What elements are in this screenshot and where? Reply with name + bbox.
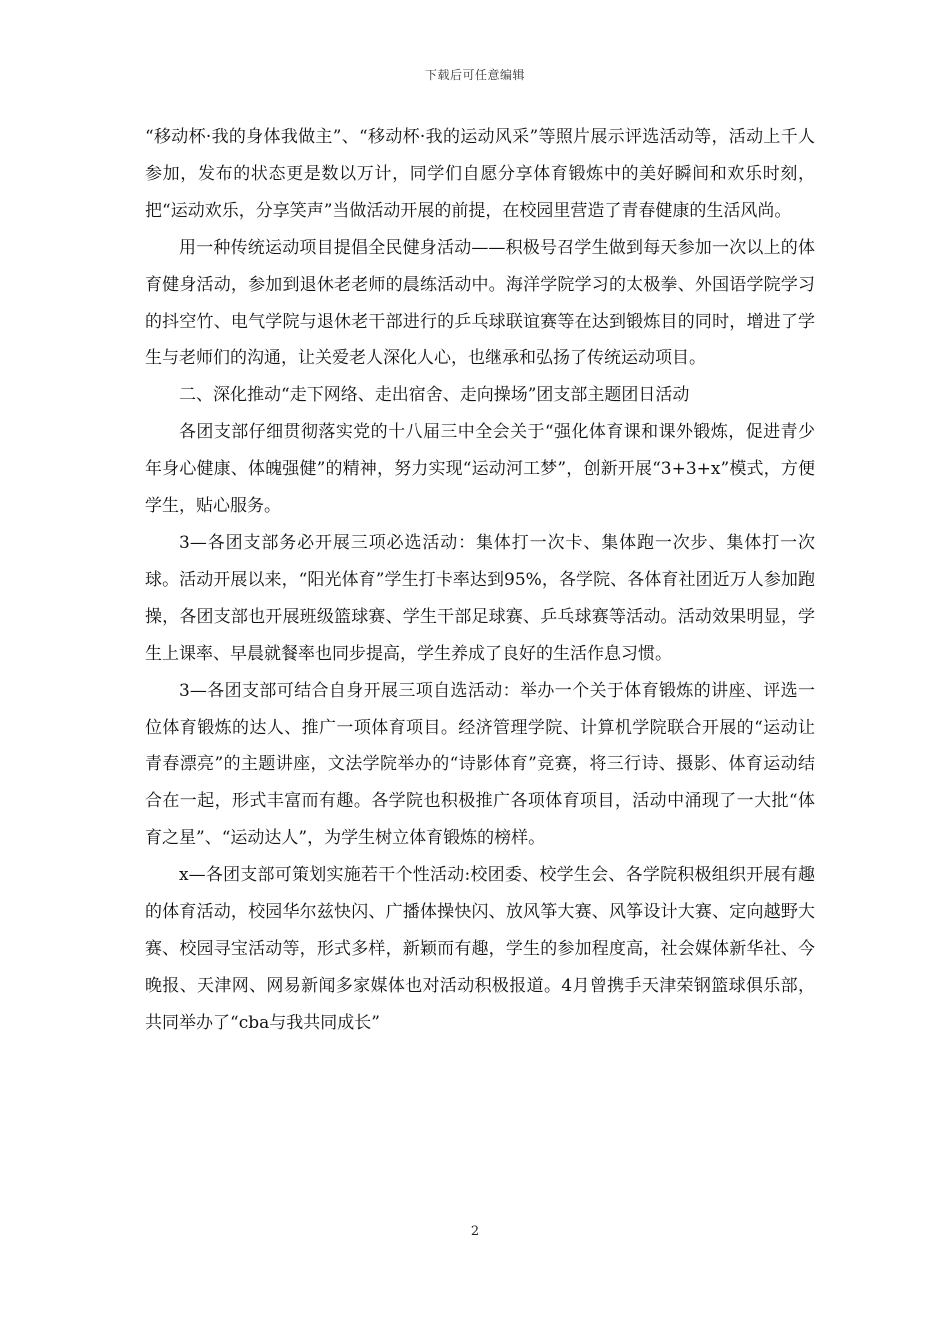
page-header: 下载后可任意编辑 (424, 68, 525, 82)
paragraph: 3—各团支部务必开展三项必选活动：集体打一次卡、集体跑一次步、集体打一次球。活动开展以来，“阳光体育”学生打卡率达到95%，各学院、各体育社团近万人参加跑操，各团支部也开展班级篮球赛、学生干部足球赛、乒乓球赛等活动。活动效果明显，学生上课率、早晨就餐率也同步提高，学生养成了良好的生活作息习惯。 (145, 532, 815, 664)
paragraph: 3—各团支部可结合自身开展三项自选活动：举办一个关于体育锻炼的讲座、评选一位体育锻炼的达人、推广一项体育项目。经济管理学院、计算机学院联合开展的“运动让青春漂亮”的主题讲座，文法学院举办的“诗影体育”竞赛，将三行诗、摄影、体育运动结合在一起，形式丰富而有趣。各学院也积极推广各项体育项目，活动中涌现了一大批“体育之星”、“运动达人”，为学生树立体育锻炼的榜样。 (145, 680, 815, 849)
page-number: 2 (470, 1224, 480, 1239)
paragraph: x—各团支部可策划实施若干个性活动:校团委、校学生会、各学院积极组织开展有趣的体育活动，校园华尔兹快闪、广播体操快闪、放风筝大赛、风筝设计大赛、定向越野大赛、校园寻宝活动等，形式多样，新颖而有趣，学生的参加程度高，社会媒体新华社、今晚报、天津网、网易新闻多家媒体也对活动积极报道。4月曾携手天津荣钢篮球俱乐部，共同举办了“cba与我共同成长” (145, 865, 815, 1033)
paragraph: “移动杯·我的身体我做主”、“移动杯·我的运动风采”等照片展示评选活动等，活动上千人参加，发布的状态更是数以万计，同学们自愿分享体育锻炼中的美好瞬间和欢乐时刻，把“运动欢乐，分享笑声”当做活动开展的前提，在校园里营造了青春健康的生活风尚。 (145, 127, 815, 221)
document-body (145, 119, 815, 1042)
paragraph: 用一种传统运动项目提倡全民健身活动——积极号召学生做到每天参加一次以上的体育健身活动，参加到退休老老师的晨练活动中。海洋学院学习的太极拳、外国语学院学习的抖空竹、电气学院与退休老干部进行的乒乓球联谊赛等在达到锻炼目的同时，增进了学生与老师们的沟通，让关爱老人深化人心，也继承和弘扬了传统运动项目。 (145, 237, 815, 369)
paragraph: 各团支部仔细贯彻落实党的十八届三中全会关于“强化体育课和课外锻炼，促进青少年身心健康、体魄强健”的精神，努力实现“运动河工梦”，创新开展“3+3+x”模式，方便学生，贴心服务。 (145, 422, 815, 517)
section-heading: 二、深化推动“走下网络、走出宿舍、走向操场”团支部主题团日活动 (179, 385, 690, 406)
